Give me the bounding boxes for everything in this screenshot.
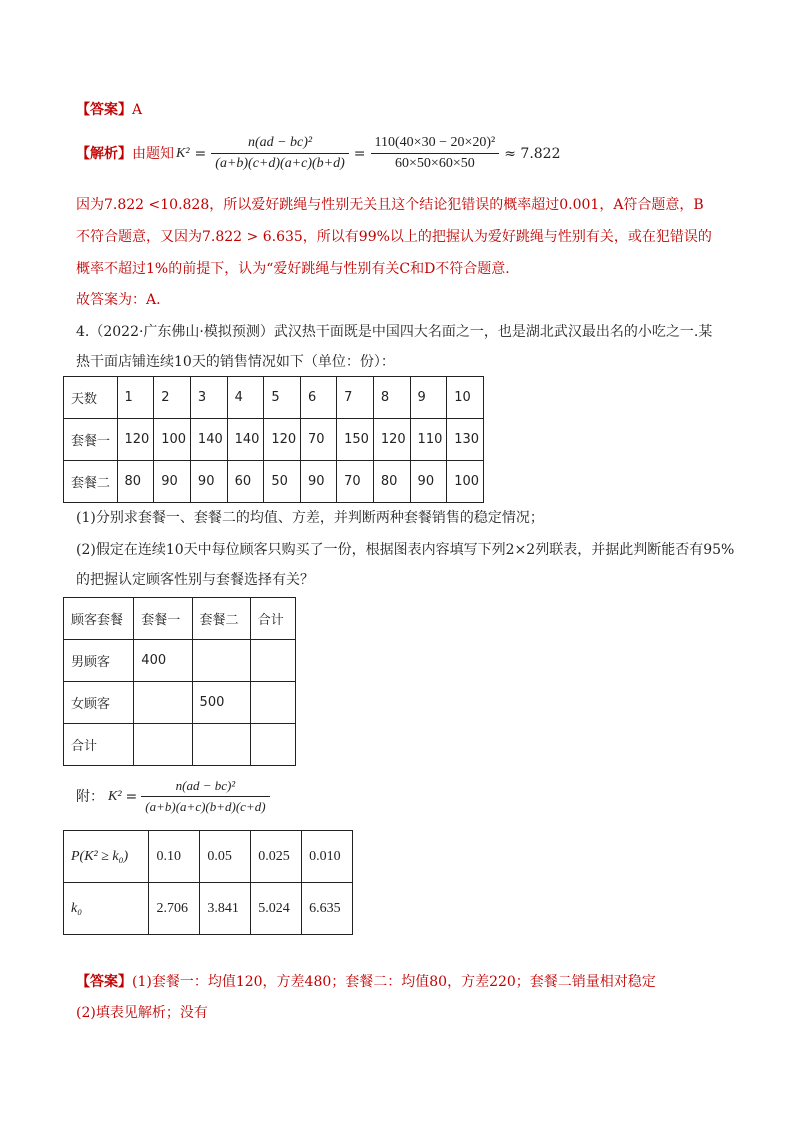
k2-calc-fraction (371, 133, 500, 174)
sales-cell: 10 (447, 377, 484, 419)
sales-row-meal-1 (64, 419, 484, 461)
appendix-k2-symbol: K² (108, 788, 122, 804)
sales-cell: 70 (337, 461, 374, 503)
p-value-cell: 0.10 (149, 831, 200, 883)
contingency-cell (250, 682, 295, 724)
k2-formula-fraction (211, 133, 349, 174)
sales-cell: 100 (447, 461, 484, 503)
k-value-cell: 5.024 (251, 883, 302, 935)
sales-cell: 4 (227, 377, 264, 419)
contingency-cell (192, 640, 250, 682)
appendix-formula (76, 776, 270, 817)
sales-cell: 90 (301, 461, 337, 503)
sales-cell: 80 (373, 461, 410, 503)
appendix-equals: = (125, 788, 138, 805)
final-answer-line-2: (2)填表见解析；没有 (76, 1005, 208, 1021)
contingency-header-row (64, 598, 296, 640)
sales-row-meal-2 (64, 461, 484, 503)
contingency-cell: 套餐二 (192, 598, 250, 640)
sales-cell: 80 (117, 461, 154, 503)
final-answer-line-1 (76, 972, 656, 992)
p-value-cell: 0.05 (200, 831, 251, 883)
sales-cell: 140 (227, 419, 264, 461)
final-answer-tag: 【答案】 (76, 974, 132, 990)
contingency-cell: 500 (192, 682, 250, 724)
contingency-cell (134, 724, 192, 766)
analysis-lead: 由题知 (132, 145, 174, 162)
p-label: P(K² ≥ k₀) (64, 831, 149, 883)
sales-cell: 120 (264, 419, 301, 461)
sales-cell: 50 (264, 461, 301, 503)
k2-calc-denominator: 60×50×60×50 (395, 156, 475, 171)
sales-cell: 套餐二 (64, 461, 118, 503)
analysis-para-line-1: 因为7.822 <10.828，所以爱好跳绳与性别无关且这个结论犯错误的概率超过0.001，A符合题意，B (76, 197, 704, 213)
contingency-cell: 女顾客 (64, 682, 134, 724)
analysis-para-line-2: 不符合题意，又因为7.822 > 6.635，所以有99%以上的把握认为爱好跳绳与性别有关，或在犯错误的 (76, 229, 712, 245)
equals-sign-2: = (353, 145, 366, 162)
sales-cell: 90 (410, 461, 447, 503)
approx-value: ≈ 7.822 (504, 145, 561, 162)
sales-cell: 6 (301, 377, 337, 419)
contingency-cell: 套餐一 (134, 598, 192, 640)
sales-cell: 套餐一 (64, 419, 118, 461)
contingency-cell: 男顾客 (64, 640, 134, 682)
contingency-cell (250, 724, 295, 766)
analysis-formula (76, 133, 561, 174)
contingency-row-male (64, 640, 296, 682)
contingency-table (63, 597, 296, 766)
sales-cell: 90 (154, 461, 191, 503)
sales-cell: 5 (264, 377, 301, 419)
analysis-tag: 【解析】 (76, 145, 132, 162)
critical-value-table (63, 830, 353, 935)
sub-question-2-line-2: 的把握认定顾客性别与套餐选择有关？ (76, 572, 314, 588)
sales-cell: 8 (373, 377, 410, 419)
contingency-row-female (64, 682, 296, 724)
contingency-cell (134, 682, 192, 724)
k2-symbol: K² (176, 145, 190, 161)
answer-line (76, 100, 142, 120)
k2-calc-numerator: 110(40×30 − 20×20)² (371, 133, 500, 154)
sales-cell: 130 (447, 419, 484, 461)
contingency-cell: 顾客套餐 (64, 598, 134, 640)
contingency-cell (250, 640, 295, 682)
critical-row-p (64, 831, 353, 883)
sales-cell: 140 (190, 419, 227, 461)
k-label: k₀ (64, 883, 149, 935)
appendix-numerator: n(ad − bc)² (141, 776, 269, 797)
sales-cell: 2 (154, 377, 191, 419)
k-value-cell: 6.635 (302, 883, 353, 935)
contingency-cell: 400 (134, 640, 192, 682)
appendix-denominator: (a+b)(a+c)(b+d)(c+d) (145, 799, 266, 814)
sales-cell: 60 (227, 461, 264, 503)
sales-cell: 100 (154, 419, 191, 461)
sales-cell: 90 (190, 461, 227, 503)
sales-row-days (64, 377, 484, 419)
sales-cell: 120 (373, 419, 410, 461)
sales-cell: 1 (117, 377, 154, 419)
sub-question-1: (1)分别求套餐一、套餐二的均值、方差，并判断两种套餐销售的稳定情况； (76, 510, 544, 526)
appendix-fraction (141, 776, 269, 817)
sales-cell: 110 (410, 419, 447, 461)
answer-value: A (132, 102, 143, 118)
k2-formula-numerator: n(ad − bc)² (211, 133, 349, 154)
critical-row-k (64, 883, 353, 935)
contingency-cell: 合计 (250, 598, 295, 640)
sales-table (63, 376, 484, 503)
analysis-para-line-3: 概率不超过1%的前提下，认为“爱好跳绳与性别有关C和D不符合题意. (76, 261, 510, 277)
contingency-row-total (64, 724, 296, 766)
equals-sign: = (194, 145, 207, 162)
question-4-line-2: 热干面店铺连续10天的销售情况如下（单位：份）： (76, 354, 395, 370)
sub-question-2-line-1: (2)假定在连续10天中每位顾客只购买了一份，根据图表内容填写下列2×2列联表，并据此判断能否有95% (76, 542, 735, 558)
sales-cell: 150 (337, 419, 374, 461)
conclusion: 故答案为：A. (76, 292, 161, 308)
appendix-label: 附： (76, 788, 104, 805)
k2-formula-denominator: (a+b)(c+d)(a+c)(b+d) (215, 156, 345, 171)
p-value-cell: 0.010 (302, 831, 353, 883)
final-answer-text-1: (1)套餐一：均值120，方差480；套餐二：均值80，方差220；套餐二销量相对稳定 (132, 974, 656, 990)
sales-cell: 70 (301, 419, 337, 461)
contingency-cell (192, 724, 250, 766)
sales-cell: 120 (117, 419, 154, 461)
sales-cell: 7 (337, 377, 374, 419)
p-value-cell: 0.025 (251, 831, 302, 883)
sales-cell: 天数 (64, 377, 118, 419)
k-value-cell: 3.841 (200, 883, 251, 935)
answer-tag: 【答案】 (76, 102, 132, 118)
sales-cell: 3 (190, 377, 227, 419)
sales-cell: 9 (410, 377, 447, 419)
question-4-line-1: 4.（2022·广东佛山·模拟预测）武汉热干面既是中国四大名面之一，也是湖北武汉最出名的小吃之一.某 (76, 324, 713, 340)
contingency-cell: 合计 (64, 724, 134, 766)
k-value-cell: 2.706 (149, 883, 200, 935)
